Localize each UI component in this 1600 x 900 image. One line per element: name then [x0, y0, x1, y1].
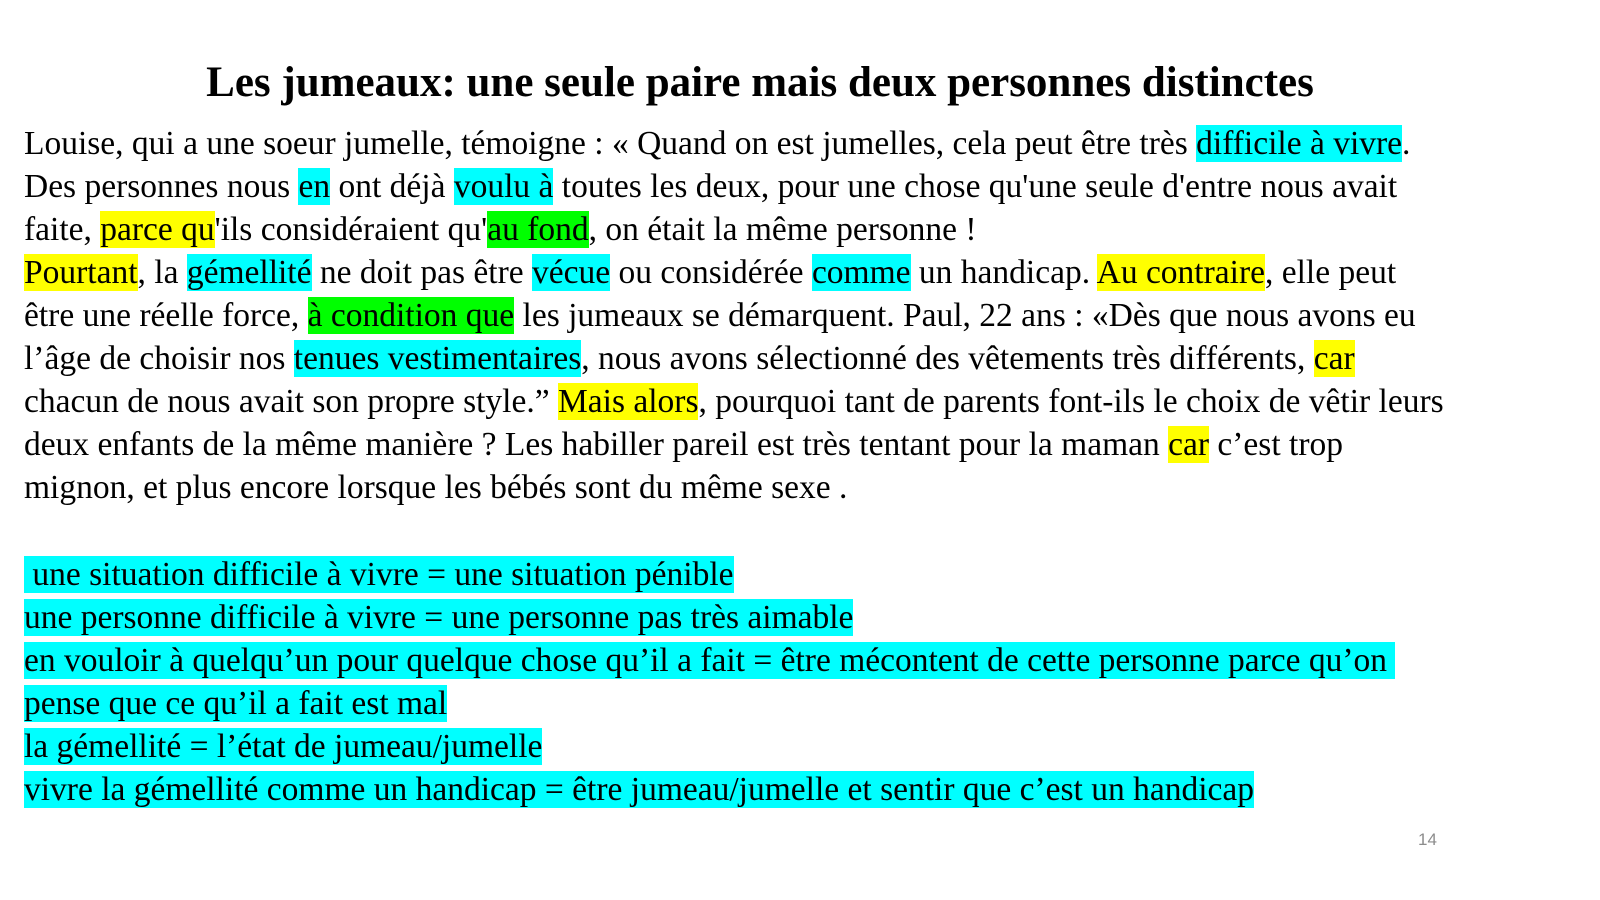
text-run: , elle peut: [1264, 254, 1397, 291]
text-line: [24, 253, 1396, 293]
cyan-highlight: une personne difficile à vivre = une personne pas très aimable: [24, 599, 854, 636]
yellow-highlight: car: [1313, 340, 1355, 377]
text-run: l’âge de choisir nos: [24, 340, 294, 377]
slide-title: Les jumeaux: une seule paire mais deux personnes distinctes: [206, 59, 1314, 106]
text-run: les jumeaux se démarquent. Paul, 22 ans : «Dès que nous avons eu: [514, 297, 1416, 334]
text-line: [24, 210, 977, 250]
cyan-highlight: vécue: [531, 254, 611, 291]
cyan-highlight: la gémellité = l’état de jumeau/jumelle: [24, 728, 543, 765]
vocab-line: [24, 641, 1395, 681]
text-line: [24, 124, 1410, 164]
vocab-line: [24, 770, 1254, 810]
cyan-highlight: une situation difficile à vivre = une situation pénible: [24, 556, 734, 593]
vocab-line: [24, 684, 447, 724]
cyan-highlight: voulu à: [453, 168, 554, 205]
green-highlight: au fond: [487, 211, 589, 248]
text-run: , pourquoi tant de parents font-ils le choix de vêtir leurs: [698, 383, 1444, 420]
cyan-highlight: en vouloir à quelqu’un pour quelque chose qu’il a fait = être mécontent de cette personne parce qu’on: [24, 642, 1396, 679]
cyan-highlight: comme: [811, 254, 911, 291]
text-run: ou considérée: [610, 254, 812, 291]
cyan-highlight: pense que ce qu’il a fait est mal: [24, 685, 448, 722]
text-run: , la: [137, 254, 187, 291]
cyan-highlight: tenues vestimentaires: [293, 340, 582, 377]
vocab-line: [24, 555, 734, 595]
text-run: Des personnes nous: [24, 168, 299, 205]
cyan-highlight: vivre la gémellité comme un handicap = être jumeau/jumelle et sentir que c’est un handicap: [24, 771, 1255, 808]
yellow-highlight: Mais alors: [557, 383, 699, 420]
text-run: 'ils considéraient qu': [214, 211, 488, 248]
text-line: [24, 468, 847, 508]
text-run: être une réelle force,: [24, 297, 308, 334]
green-highlight: à condition que: [307, 297, 515, 334]
yellow-highlight: Pourtant: [24, 254, 138, 291]
text-run: un handicap.: [910, 254, 1097, 291]
text-line: [24, 339, 1355, 379]
text-run: chacun de nous avait son propre style.”: [24, 383, 558, 420]
text-line: [24, 296, 1416, 336]
cyan-highlight: en: [298, 168, 331, 205]
yellow-highlight: Au contraire: [1096, 254, 1265, 291]
text-line: [24, 167, 1397, 207]
text-run: toutes les deux, pour une chose qu'une seule d'entre nous avait: [553, 168, 1398, 205]
text-run: .: [1402, 125, 1411, 162]
cyan-highlight: gémellité: [186, 254, 312, 291]
vocab-line: [24, 727, 542, 767]
vocab-line: [24, 598, 853, 638]
page-number: 14: [1418, 830, 1437, 849]
text-run: ont déjà: [330, 168, 454, 205]
text-run: ne doit pas être: [311, 254, 532, 291]
cyan-highlight: difficile à vivre: [1196, 125, 1403, 162]
text-run: c’est trop: [1209, 426, 1343, 463]
text-line: [24, 382, 1444, 422]
text-run: Louise, qui a une soeur jumelle, témoigne : « Quand on est jumelles, cela peut être très: [24, 125, 1197, 162]
text-run: mignon, et plus encore lorsque les bébés sont du même sexe .: [24, 469, 848, 506]
text-line: [24, 425, 1343, 465]
text-run: , nous avons sélectionné des vêtements très différents,: [581, 340, 1314, 377]
text-run: faite,: [24, 211, 101, 248]
yellow-highlight: car: [1168, 426, 1210, 463]
text-run: , on était la même personne !: [588, 211, 977, 248]
text-run: deux enfants de la même manière ? Les habiller pareil est très tentant pour la maman: [24, 426, 1169, 463]
yellow-highlight: parce qu: [100, 211, 215, 248]
